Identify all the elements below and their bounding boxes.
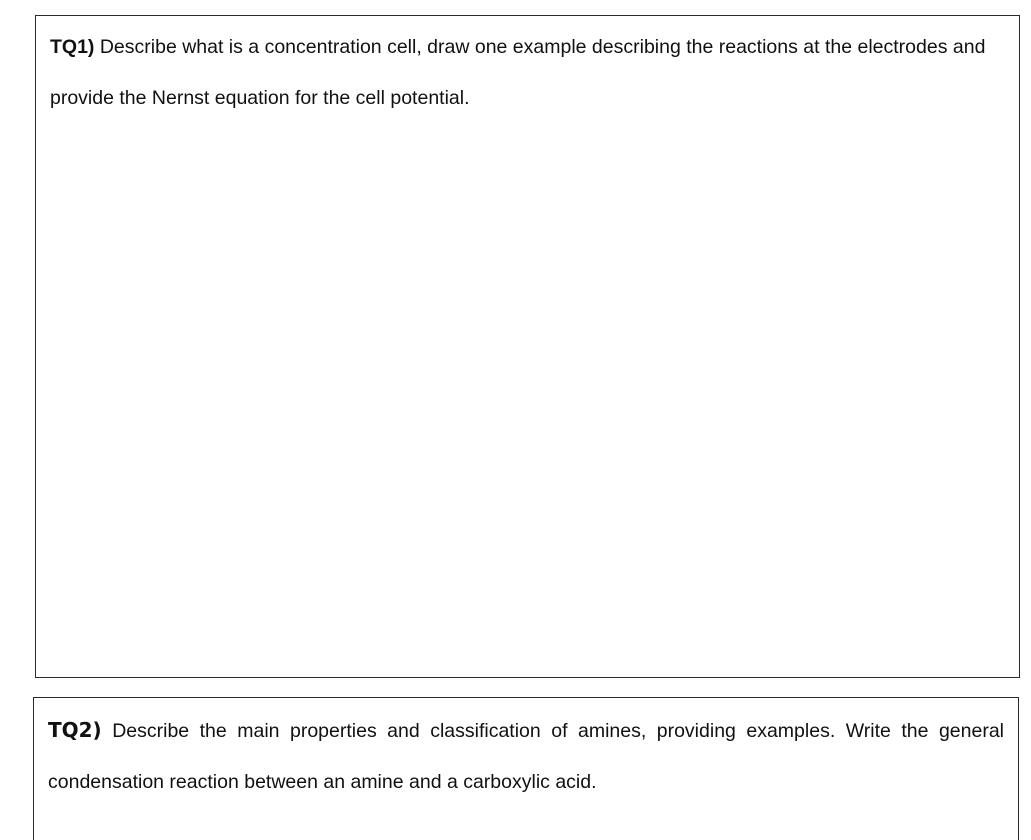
- question-box-tq2: [33, 697, 1019, 840]
- question-label-tq1: TQ1): [50, 36, 95, 58]
- question-body-tq1: Describe what is a concentration cell, draw one example describing the reactions at the electrodes and provide the Nernst equation for the cell potential.: [50, 36, 986, 109]
- question-box-tq1: [35, 15, 1020, 678]
- question-body-tq2: Describe the main properties and classification of amines, providing examples. Write the general condensation reaction between an amine and a carboxylic acid.: [48, 720, 1005, 793]
- question-text-tq2: [48, 705, 1004, 808]
- question-label-tq2: TQ2): [48, 718, 102, 742]
- question-text-tq1: [50, 22, 1005, 124]
